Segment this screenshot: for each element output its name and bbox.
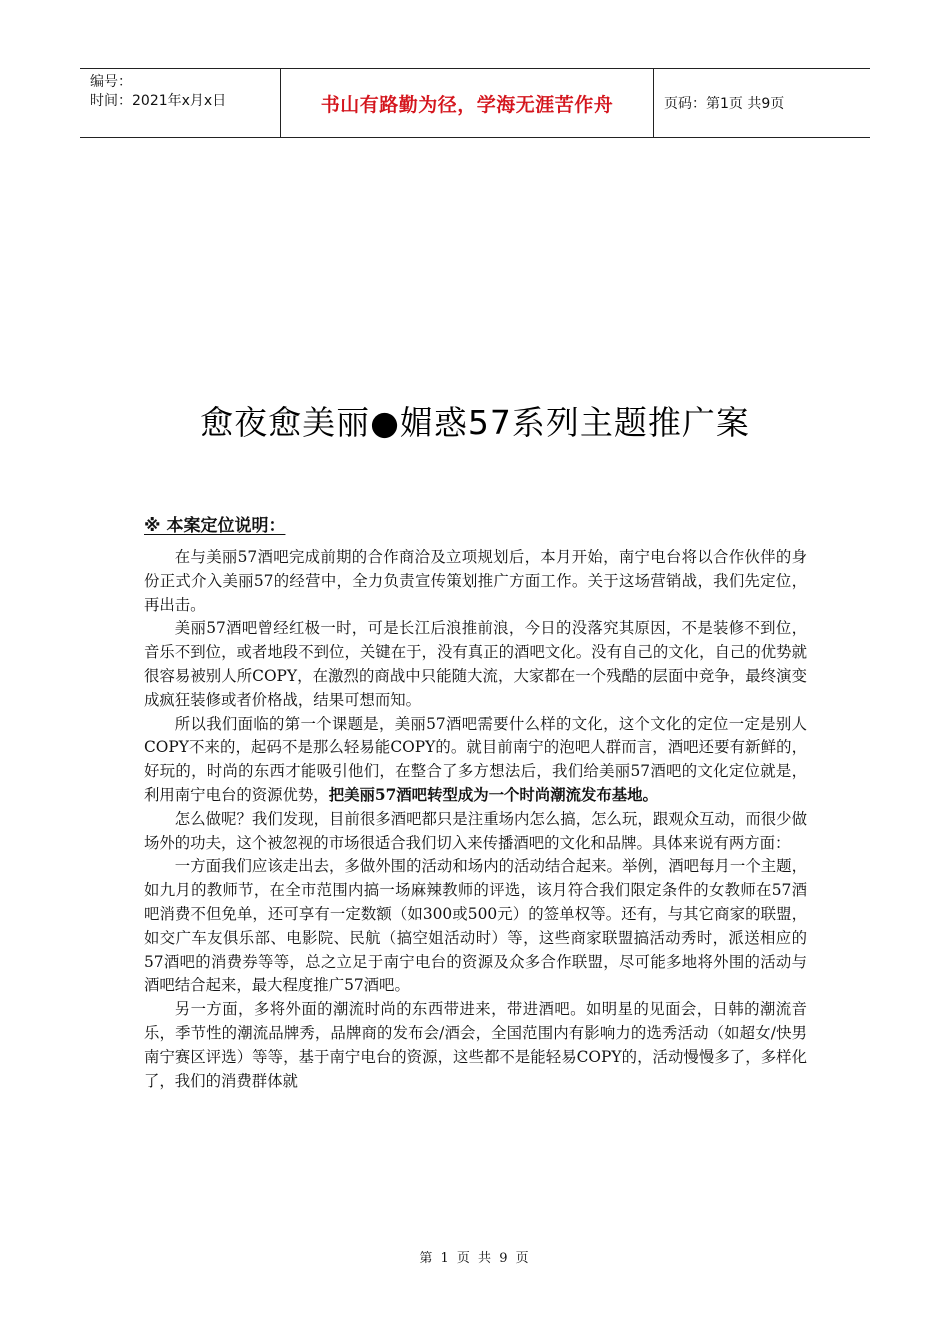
header-page-info: 页码：第1页 共9页 [664, 96, 785, 112]
paragraph [144, 855, 807, 998]
paragraph-text: 一方面我们应该走出去，多做外围的活动和场内的活动结合起来。举例，酒吧每月一个主题，如九月的教师节，在全市范围内搞一场麻辣教师的评选，该月符合我们限定条件的女教师在57酒吧消费不但免单，还可享有一定数额（如300或500元）的签单权等。还有，与其它商家的联盟，如交广车友俱乐部、电影院、民航（搞空姐活动时）等，这些商家联盟搞活动秀时，派送相应的57酒吧的消费券等等，总之立足于南宁电台的资源及众多合作联盟，尽可能多地将外围的活动与酒吧结合起来，最大程度推广57酒吧。 [144, 857, 807, 995]
paragraph [144, 617, 807, 712]
paragraph-text: 另一方面，多将外面的潮流时尚的东西带进来，带进酒吧。如明星的见面会，日韩的潮流音乐，季节性的潮流品牌秀，品牌商的发布会/酒会，全国范围内有影响力的选秀活动（如超女/快男南宁赛区评选）等等，基于南宁电台的资源，这些都不是能轻易COPY的，活动慢慢多了，多样化了，我们的消费群体就 [144, 1000, 807, 1090]
document-number-label: 编号： [90, 74, 132, 90]
paragraph [144, 713, 807, 808]
page-footer: 第 1 页 共 9 页 [419, 1251, 531, 1266]
header-meta [80, 69, 281, 137]
paragraph [144, 546, 807, 617]
paragraph-text: 在与美丽57酒吧完成前期的合作商洽及立项规划后，本月开始，南宁电台将以合作伙伴的身份正式介入美丽57的经营中，全力负责宣传策划推广方面工作。关于这场营销战，我们先定位，再出击。 [144, 548, 807, 614]
paragraph-emphasis: 把美丽57酒吧转型成为一个时尚潮流发布基地。 [328, 785, 658, 804]
page-header [80, 68, 870, 138]
document-body [144, 546, 807, 1093]
paragraph-text: 美丽57酒吧曾经红极一时，可是长江后浪推前浪，今日的没落究其原因，不是装修不到位，音乐不到位，或者地段不到位，关键在于，没有真正的酒吧文化。没有自己的文化，自己的优势就很容易被别人所COPY，在激烈的商战中只能随大流，大家都在一个残酷的层面中竞争，最终演变成疯狂装修或者价格战，结果可想而知。 [144, 619, 807, 709]
document-date-label: 时间：2021年x月x日 [90, 93, 227, 109]
paragraph [144, 998, 807, 1093]
paragraph [144, 808, 807, 856]
paragraph-text: 所以我们面临的第一个课题是，美丽57酒吧需要什么样的文化，这个文化的定位一定是别人COPY不来的，起码不是那么轻易能COPY的。就目前南宁的泡吧人群而言，酒吧还要有新鲜的，好玩的，时尚的东西才能吸引他们，在整合了多方想法后，我们给美丽57酒吧的文化定位就是，利用南宁电台的资源优势， [144, 714, 807, 804]
document-title: 愈夜愈美丽●媚惑57系列主题推广案 [200, 403, 750, 442]
paragraph-text: 怎么做呢？我们发现，目前很多酒吧都只是注重场内怎么搞，怎么玩，跟观众互动，而很少做场外的功夫，这个被忽视的市场很适合我们切入来传播酒吧的文化和品牌。具体来说有两方面： [144, 809, 807, 852]
header-motto: 书山有路勤为径，学海无涯苦作舟 [281, 69, 654, 137]
section-heading: ※ 本案定位说明： [144, 516, 286, 536]
